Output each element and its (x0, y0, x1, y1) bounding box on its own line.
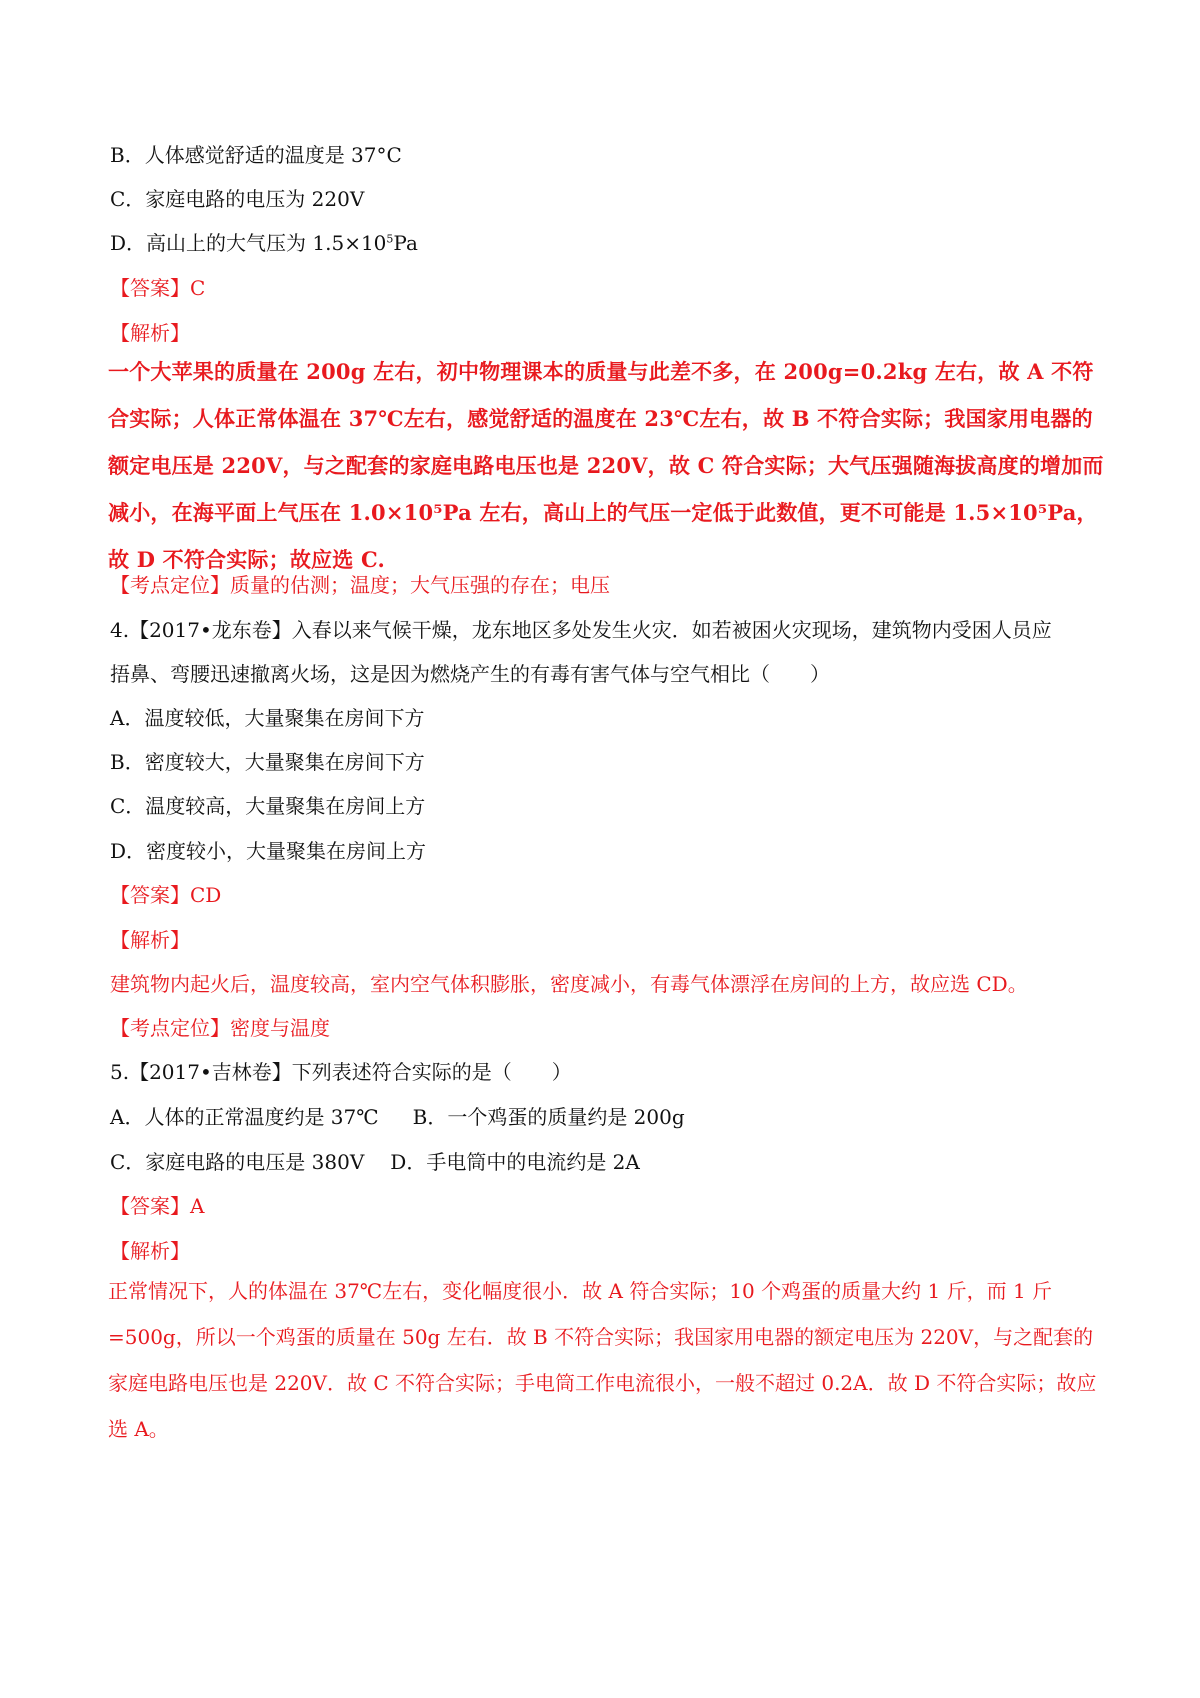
q4-option-d: D．密度较小，大量聚集在房间上方 (110, 839, 427, 863)
q3-answer: 【答案】C (110, 276, 206, 300)
q5-answer: 【答案】A (110, 1194, 205, 1218)
q5-option-d: D．手电筒中的电流约是 2A (390, 1150, 640, 1174)
q5-stem: 5.【2017•吉林卷】下列表述符合实际的是（ ） (110, 1060, 572, 1084)
q3-option-d: D．高山上的大气压为 $1.5\times 10^5Pa$ (110, 231, 418, 255)
q3-analysis-text: 一个大苹果的质量在 200g 左右，初中物理课本的质量与此差不多，在 200g=0.2kg 左右，故 A 不符合实际；人体正常体温在 37℃左右，感觉舒适的温度在 23℃左右，故 B 不符合实际；我国家用电器的额定电压是 220V，与之配套的家庭电路电压也是 220V，故 C 符合实际；大气压强随海拔高度的增加而减小，在海平面上气压在 1.0×10⁵Pa 左右，高山上的气压一定低于此数值，更不可能是 1.5×10⁵Pa，故 D 不符合实际；故应选 C. (108, 359, 1104, 572)
q3-kaodian: 【考点定位】质量的估测；温度；大气压强的存在；电压 (110, 573, 610, 597)
q4-kaodian: 【考点定位】密度与温度 (110, 1016, 330, 1040)
q3-analysis-label: 【解析】 (110, 321, 190, 345)
q5-options-row1 (110, 1102, 685, 1132)
q4-option-c: C．温度较高，大量聚集在房间上方 (110, 794, 426, 818)
q5-options-row2 (110, 1147, 640, 1177)
q4-analysis-label: 【解析】 (110, 928, 190, 952)
q5-option-a: A．人体的正常温度约是 37℃ (110, 1105, 379, 1129)
q4-stem-line1: 4.【2017•龙东卷】入春以来气候干燥，龙东地区多处发生火灾．如若被困火灾现场，建筑物内受困人员应 (110, 618, 1052, 642)
q4-answer: 【答案】CD (110, 883, 222, 907)
q4-option-b: B．密度较大，大量聚集在房间下方 (110, 750, 425, 774)
q4-stem-line2: 捂鼻、弯腰迅速撤离火场，这是因为燃烧产生的有毒有害气体与空气相比（ ） (110, 662, 830, 686)
q3-option-c: C．家庭电路的电压为 220V (110, 187, 365, 211)
q5-option-c: C．家庭电路的电压是 380V (110, 1150, 365, 1174)
q4-option-a: A．温度较低，大量聚集在房间下方 (110, 706, 425, 730)
q4-analysis-text: 建筑物内起火后，温度较高，室内空气体积膨胀，密度减小，有毒气体漂浮在房间的上方，故应选 CD。 (110, 972, 1028, 996)
q3-option-b: B．人体感觉舒适的温度是 37°C (110, 143, 402, 167)
q5-analysis-text: 正常情况下，人的体温在 37℃左右，变化幅度很小．故 A 符合实际；10 个鸡蛋的质量大约 1 斤，而 1 斤=500g，所以一个鸡蛋的质量在 50g 左右．故 B 不符合实际；我国家用电器的额定电压为 220V，与之配套的家庭电路电压也是 220V．故 C 不符合实际；手电筒工作电流很小，一般不超过 0.2A．故 D 不符合实际；故应选 A。 (108, 1279, 1097, 1441)
q5-analysis-label: 【解析】 (110, 1239, 190, 1263)
q5-option-b: B．一个鸡蛋的质量约是 200g (412, 1105, 685, 1129)
